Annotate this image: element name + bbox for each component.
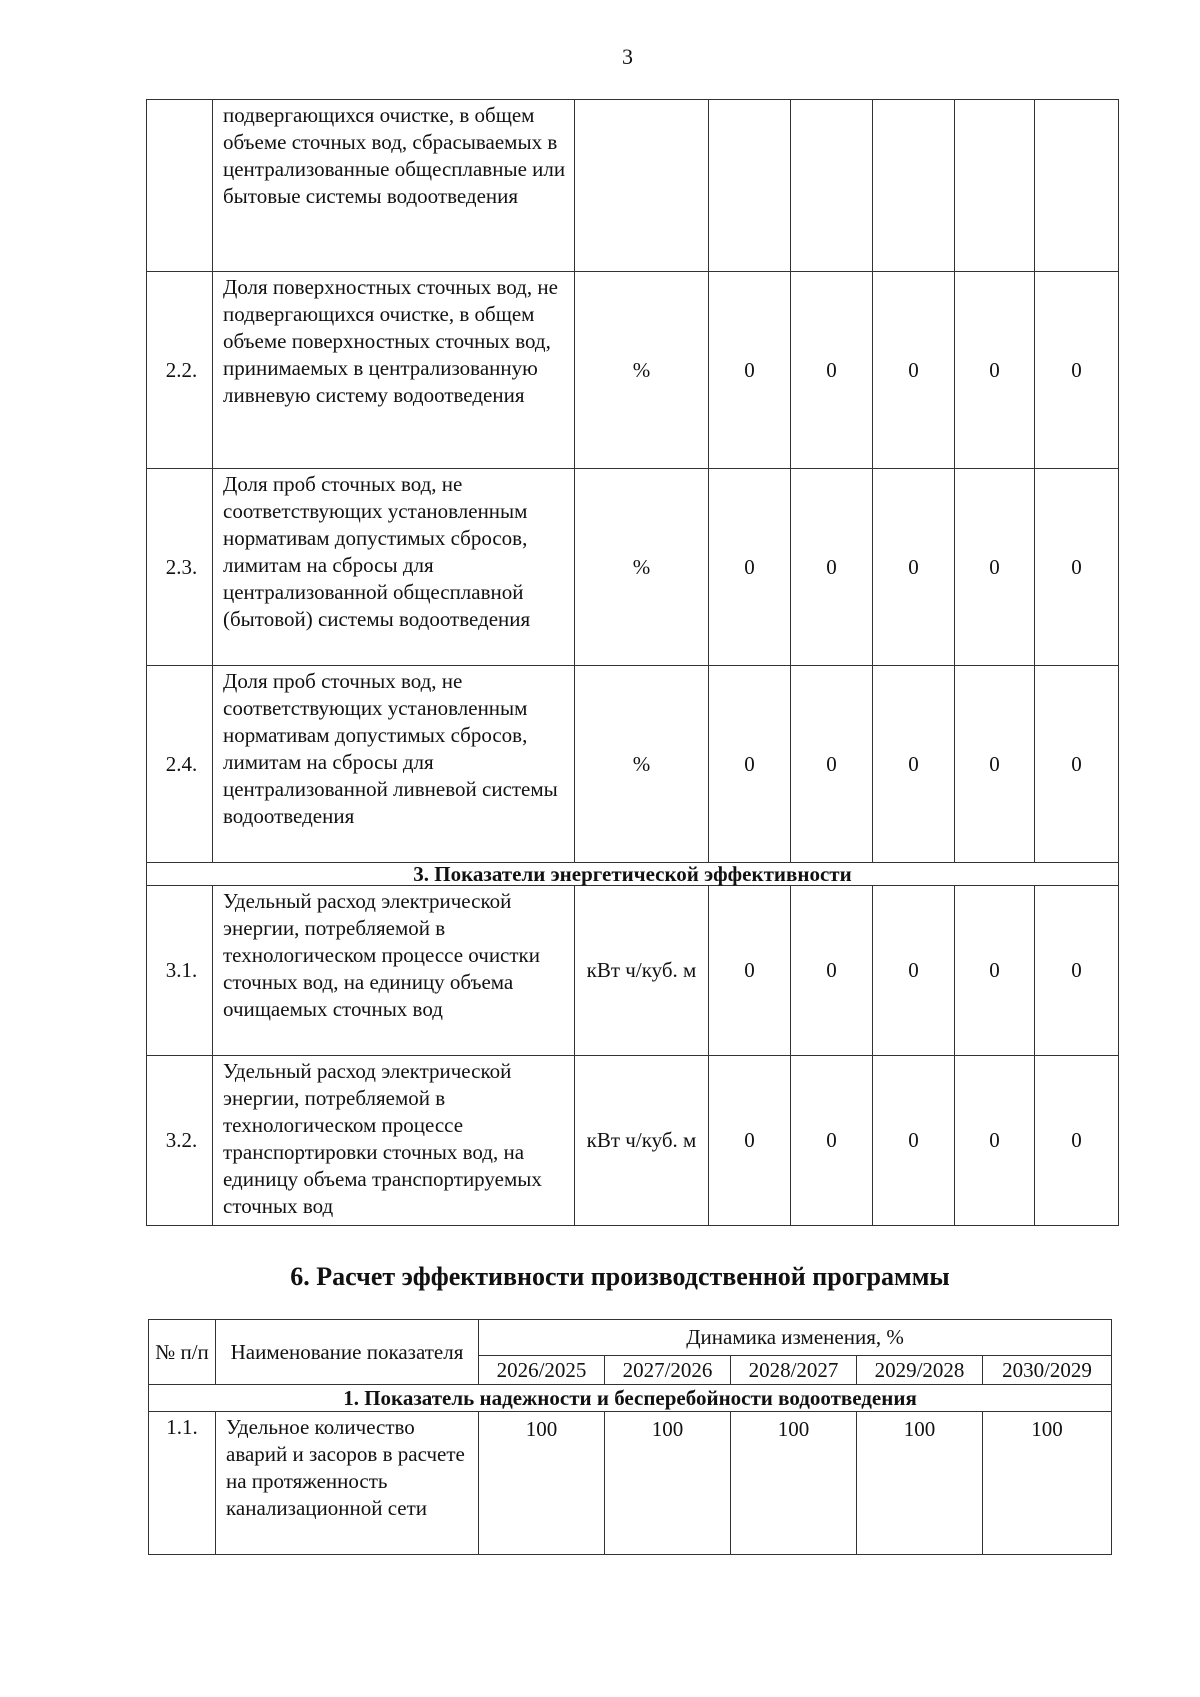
row-number: 2.3. xyxy=(147,469,213,666)
table-row xyxy=(147,666,1119,863)
value-cell: 0 xyxy=(1035,1056,1119,1226)
table-row xyxy=(147,469,1119,666)
value-cell: 0 xyxy=(1035,469,1119,666)
year-header: 2029/2028 xyxy=(857,1356,983,1385)
value-cell: 0 xyxy=(791,272,873,469)
unit-cell: % xyxy=(575,469,709,666)
unit-cell xyxy=(575,100,709,272)
header-row xyxy=(149,1320,1112,1356)
dynamics-header: Динамика изменения, % xyxy=(479,1320,1112,1356)
efficiency-table xyxy=(148,1319,1112,1555)
indicators-table xyxy=(146,99,1119,1226)
value-cell: 0 xyxy=(955,1056,1035,1226)
table-row xyxy=(147,1056,1119,1226)
value-cell: 0 xyxy=(1035,886,1119,1056)
unit-cell: кВт ч/куб. м xyxy=(575,886,709,1056)
year-header: 2030/2029 xyxy=(983,1356,1112,1385)
value-cell xyxy=(709,100,791,272)
row-number: 3.2. xyxy=(147,1056,213,1226)
unit-cell: % xyxy=(575,666,709,863)
value-cell: 0 xyxy=(955,886,1035,1056)
unit-cell: кВт ч/куб. м xyxy=(575,1056,709,1226)
value-cell: 0 xyxy=(873,272,955,469)
value-cell: 100 xyxy=(479,1412,605,1555)
table-row xyxy=(147,272,1119,469)
value-cell: 0 xyxy=(873,886,955,1056)
value-cell: 0 xyxy=(1035,272,1119,469)
value-cell: 0 xyxy=(955,666,1035,863)
value-cell: 0 xyxy=(791,886,873,1056)
section-heading: 3. Показатели энергетической эффективности xyxy=(147,863,1119,886)
value-cell xyxy=(873,100,955,272)
page-number: 3 xyxy=(622,44,633,69)
year-header: 2027/2026 xyxy=(605,1356,731,1385)
value-cell: 0 xyxy=(791,1056,873,1226)
indicator-name: Удельное количество аварий и засоров в расчете на протяженность канализационной сети xyxy=(216,1412,479,1555)
name-column-header: Наименование показателя xyxy=(216,1320,479,1385)
table-row xyxy=(147,100,1119,272)
value-cell: 0 xyxy=(709,886,791,1056)
section-header-row xyxy=(147,863,1119,886)
value-cell: 0 xyxy=(1035,666,1119,863)
value-cell xyxy=(791,100,873,272)
value-cell: 0 xyxy=(955,272,1035,469)
value-cell: 0 xyxy=(791,666,873,863)
indicator-name: подвергающихся очистке, в общем объеме сточных вод, сбрасываемых в централизованные общесплавные или бытовые системы водоотведения xyxy=(213,100,575,272)
row-number: 2.2. xyxy=(147,272,213,469)
indicator-name: Удельный расход электрической энергии, потребляемой в технологическом процессе транспортировки сточных вод, на единицу объема транспортируемых сточных вод xyxy=(213,1056,575,1226)
value-cell: 0 xyxy=(873,469,955,666)
row-number: 3.1. xyxy=(147,886,213,1056)
value-cell: 0 xyxy=(709,1056,791,1226)
number-column-header: № п/п xyxy=(149,1320,216,1385)
value-cell: 0 xyxy=(791,469,873,666)
indicator-name: Доля поверхностных сточных вод, не подвергающихся очистке, в общем объеме поверхностных сточных вод, принимаемых в централизованную ливневую систему водоотведения xyxy=(213,272,575,469)
value-cell: 100 xyxy=(857,1412,983,1555)
year-header: 2026/2025 xyxy=(479,1356,605,1385)
value-cell xyxy=(955,100,1035,272)
table-row xyxy=(149,1412,1112,1555)
indicator-name: Доля проб сточных вод, не соответствующих установленным нормативам допустимых сбросов, лимитам на сбросы для централизованной ливневой системы водоотведения xyxy=(213,666,575,863)
value-cell: 100 xyxy=(605,1412,731,1555)
section-title: 6. Расчет эффективности производственной программы xyxy=(290,1262,950,1291)
value-cell: 0 xyxy=(873,1056,955,1226)
indicator-name: Удельный расход электрической энергии, потребляемой в технологическом процессе очистки сточных вод, на единицу объема очищаемых сточных вод xyxy=(213,886,575,1056)
value-cell xyxy=(1035,100,1119,272)
value-cell: 0 xyxy=(955,469,1035,666)
table-row xyxy=(147,886,1119,1056)
value-cell: 100 xyxy=(983,1412,1112,1555)
unit-cell: % xyxy=(575,272,709,469)
row-number: 2.4. xyxy=(147,666,213,863)
value-cell: 0 xyxy=(709,666,791,863)
value-cell: 0 xyxy=(873,666,955,863)
row-number: 1.1. xyxy=(149,1412,216,1555)
row-number xyxy=(147,100,213,272)
value-cell: 100 xyxy=(731,1412,857,1555)
value-cell: 0 xyxy=(709,272,791,469)
section-header-row xyxy=(149,1385,1112,1412)
section-heading: 1. Показатель надежности и бесперебойности водоотведения xyxy=(149,1385,1112,1412)
value-cell: 0 xyxy=(709,469,791,666)
year-header: 2028/2027 xyxy=(731,1356,857,1385)
indicator-name: Доля проб сточных вод, не соответствующих установленным нормативам допустимых сбросов, лимитам на сбросы для централизованной общесплавной (бытовой) системы водоотведения xyxy=(213,469,575,666)
